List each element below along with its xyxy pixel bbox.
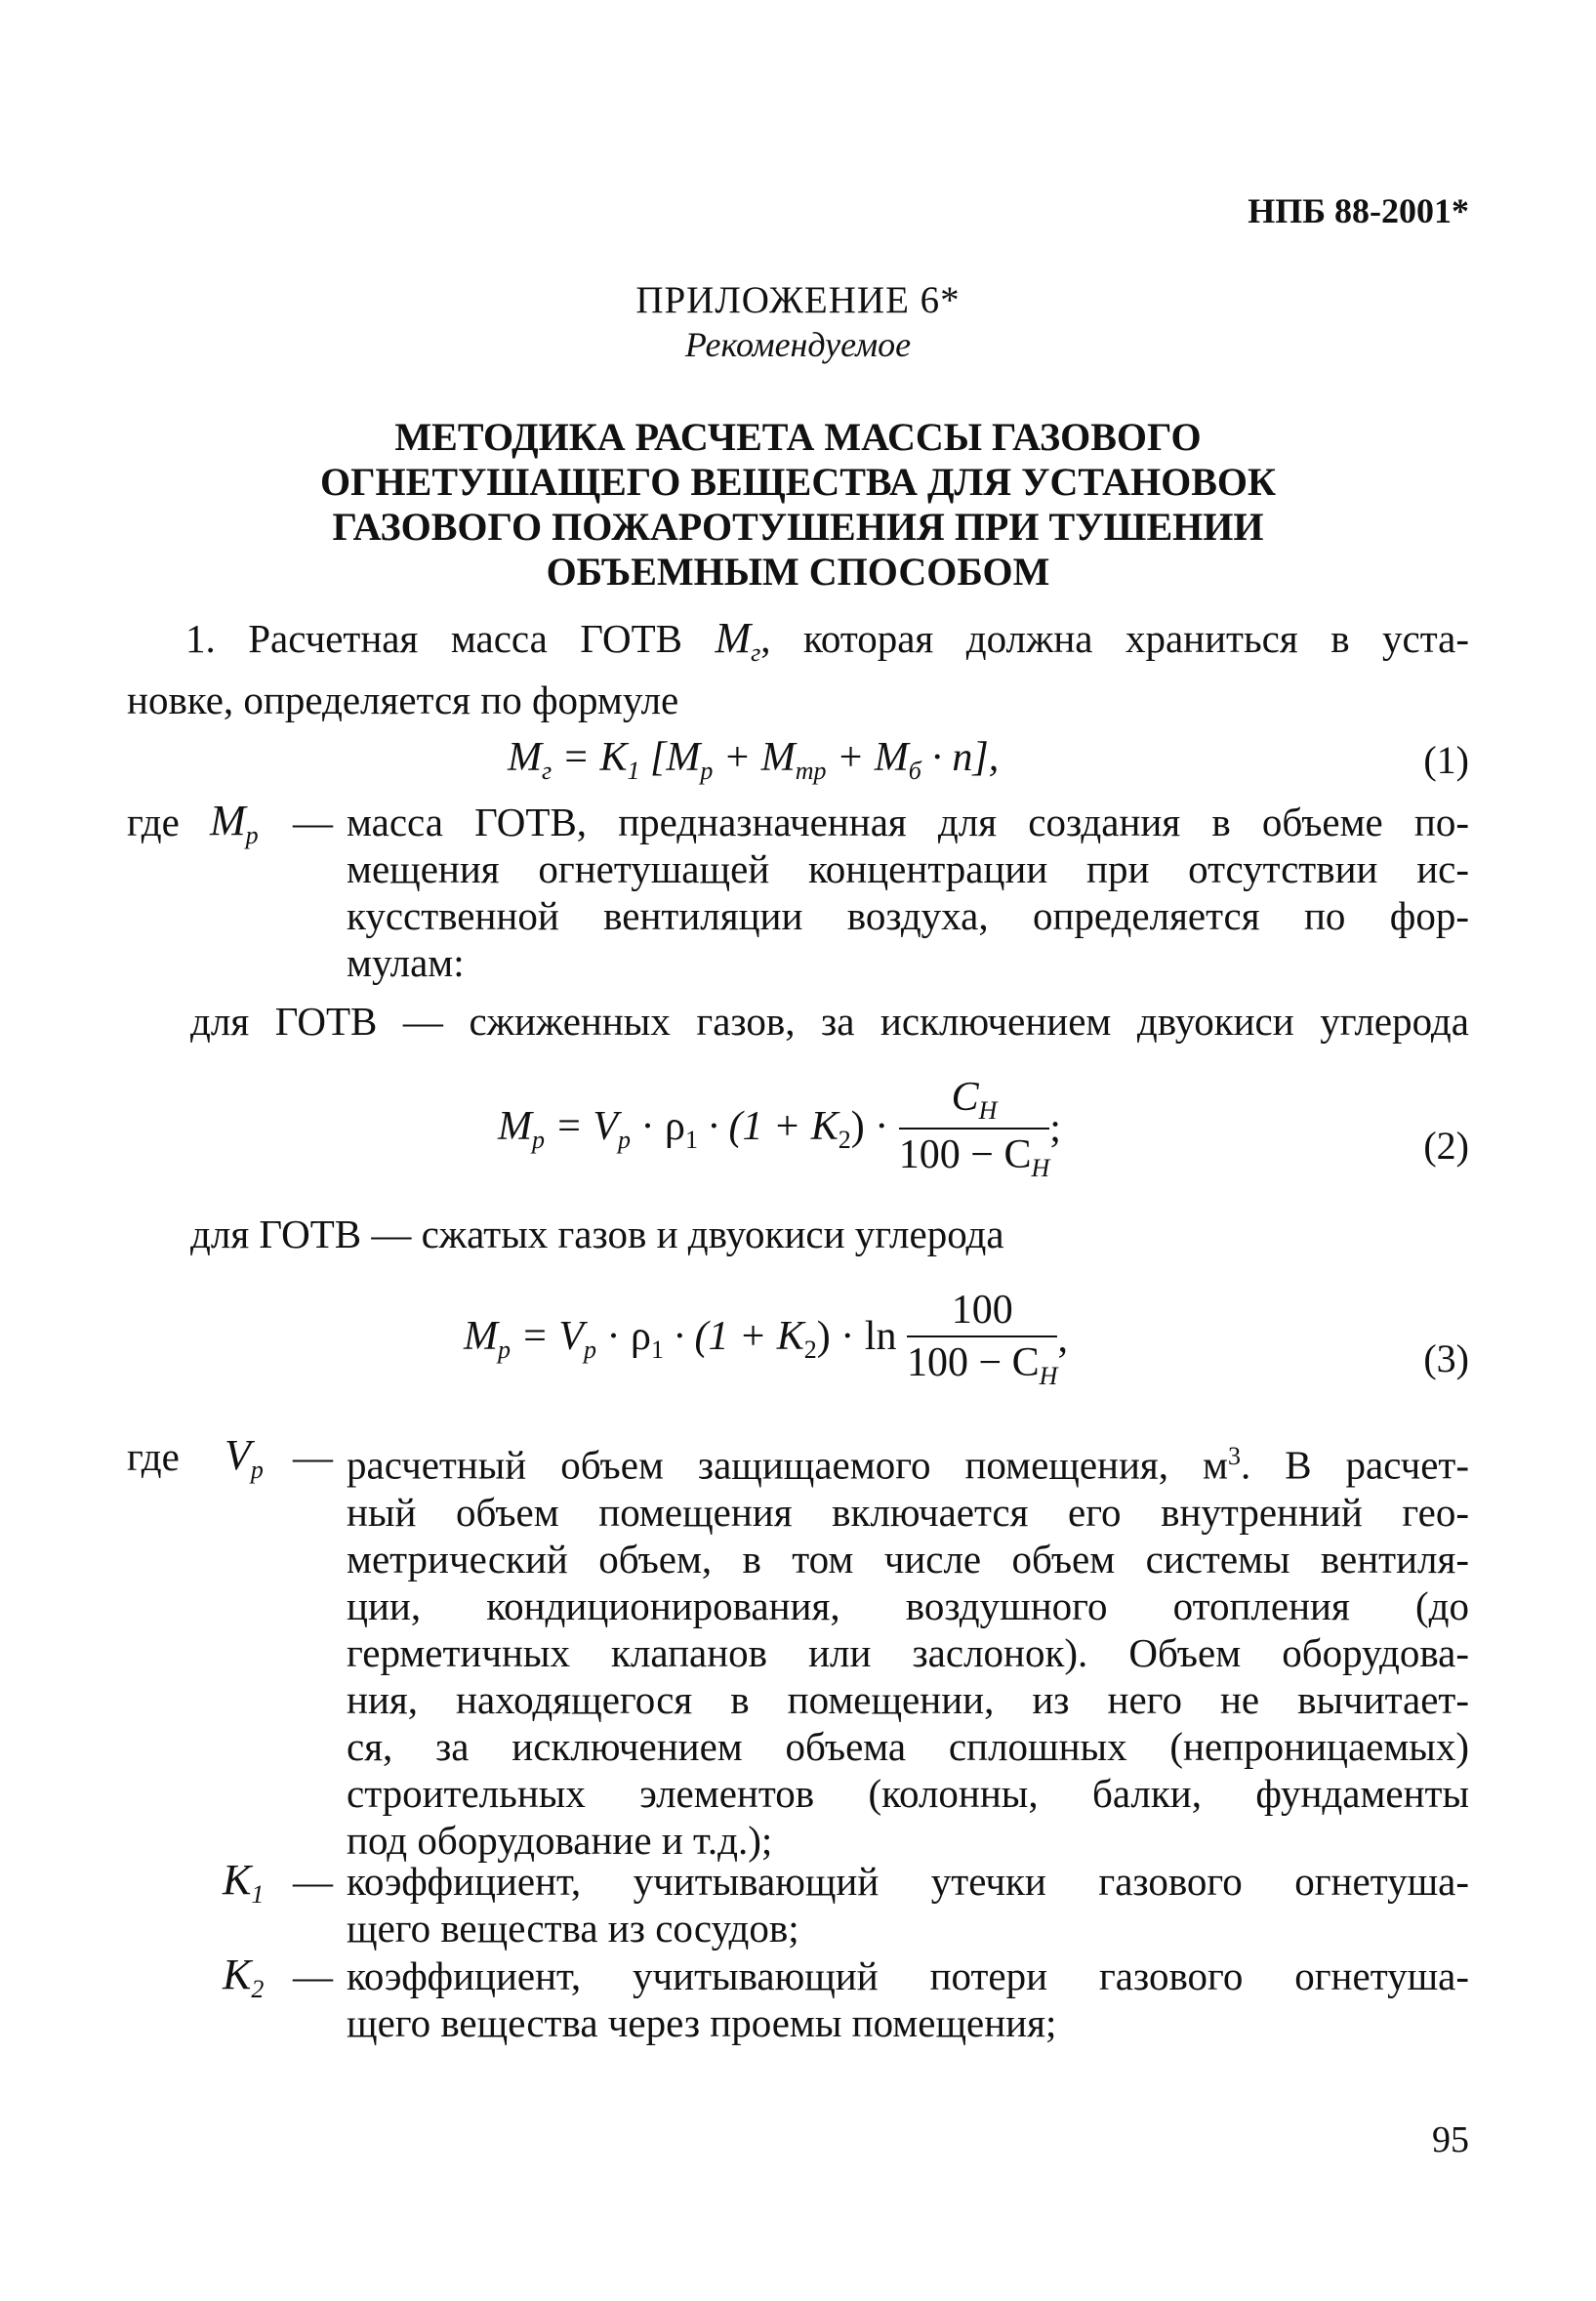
- paragraph-line: [127, 615, 1469, 677]
- appendix-status: Рекомендуемое: [684, 325, 912, 364]
- definition-line: ции, кондиционирования, воздушного отопления (до: [347, 1582, 1469, 1628]
- definition-k1: [347, 1858, 1469, 1952]
- math-symbol: $M_p$: [210, 797, 259, 849]
- definition-line: ся, за исключением объема сплошных (непроницаемых): [347, 1723, 1469, 1769]
- text-run: , которая должна храниться в уста-: [760, 616, 1470, 661]
- title-line: ОБЪЕМНЫМ СПОСОБОМ: [546, 550, 1050, 594]
- definition-mp: [347, 799, 1469, 986]
- where-label: где: [127, 800, 180, 844]
- definition-line: ния, находящегося в помещении, из него не вычитает-: [347, 1676, 1469, 1722]
- definition-line: метрический объем, в том числе объем системы вентиля-: [347, 1536, 1469, 1582]
- definition-line: щего вещества из сосудов;: [347, 1906, 799, 1951]
- definition-line: коэффициент, учитывающий потери газового огнетуша-: [347, 1953, 1469, 1998]
- definition-k2: [347, 1952, 1469, 2046]
- dash: —: [293, 1434, 333, 1479]
- paragraph-1: [127, 615, 1469, 723]
- definition-line: герметичных клапанов или заслонок). Объем оборудова-: [347, 1629, 1469, 1675]
- formula-1: $M_г = K_1$ $[M_p + M_{тр} + M_б \cdot n]$,: [508, 735, 1000, 785]
- definition-line: расчетный объем защищаемого помещения, $м^3$. В расчет-: [347, 1442, 1470, 1488]
- document-code: НПБ 88-2001*: [1248, 191, 1469, 230]
- appendix-label: ПРИЛОЖЕНИЕ 6*: [635, 279, 961, 321]
- case-liquefied: для ГОТВ — сжиженных газов, за исключением двуокиси углерода: [190, 999, 1469, 1044]
- where-label: где: [127, 1434, 180, 1479]
- text-run: 1. Расчетная масса ГОТВ: [185, 616, 682, 661]
- dash: —: [293, 1859, 333, 1904]
- title-line: ГАЗОВОГО ПОЖАРОТУШЕНИЯ ПРИ ТУШЕНИИ: [332, 505, 1264, 549]
- title-line: ОГНЕТУШАЩЕГО ВЕЩЕСТВА ДЛЯ УСТАНОВОК: [319, 460, 1276, 504]
- equation-number: (3): [1423, 1336, 1469, 1380]
- formula-3: $M_p = V_p \cdot \rho_1 \cdot (1 + K_2) \cdot \ln$ $\frac{100}{100 - C_H}$ ,: [464, 1288, 1068, 1390]
- equation-number: (1): [1423, 738, 1469, 782]
- dash: —: [293, 1953, 333, 1998]
- case-compressed: для ГОТВ — сжатых газов и двуокиси углерода: [190, 1212, 1004, 1256]
- definition-vp: [347, 1433, 1469, 1864]
- math-symbol: $M_г$: [715, 614, 761, 667]
- math-symbol: $V_p$: [225, 1431, 264, 1484]
- section-title: [0, 415, 1596, 595]
- definition-line: масса ГОТВ, предназначенная для создания в объеме по-: [347, 800, 1469, 844]
- definition-line: под оборудование и т.д.);: [347, 1817, 773, 1863]
- title-line: МЕТОДИКА РАСЧЕТА МАССЫ ГАЗОВОГО: [394, 415, 1202, 459]
- definition-line: мещения огнетушащей концентрации при отсутствии ис-: [347, 846, 1469, 891]
- equation-number: (2): [1423, 1124, 1469, 1168]
- definition-line: коэффициент, учитывающий утечки газового огнетуша-: [347, 1859, 1469, 1904]
- page-number: 95: [1432, 2119, 1469, 2160]
- definition-line: ный объем помещения включается его внутренний гео-: [347, 1489, 1469, 1535]
- paragraph-line: новке, определяется по формуле: [127, 678, 679, 722]
- math-symbol: $K_1$: [223, 1856, 265, 1909]
- math-symbol: $K_2$: [223, 1951, 265, 2003]
- formula-2: $M_p = V_p \cdot \rho_1 \cdot (1 + K_2)$ · $\frac{C_H}{100 - C_H}$ ;: [498, 1075, 1061, 1182]
- definition-line: кусственной вентиляции воздуха, определяется по фор-: [347, 893, 1469, 938]
- definition-line: строительных элементов (колонны, балки, фундаменты: [347, 1770, 1469, 1816]
- fraction: $\frac{100}{100 - C_H}$: [906, 1288, 1058, 1390]
- dash: —: [293, 800, 333, 844]
- definition-line: щего вещества через проемы помещения;: [347, 2000, 1057, 2045]
- fraction: $\frac{C_H}{100 - C_H}$: [898, 1075, 1050, 1182]
- definition-line: мулам:: [347, 940, 465, 985]
